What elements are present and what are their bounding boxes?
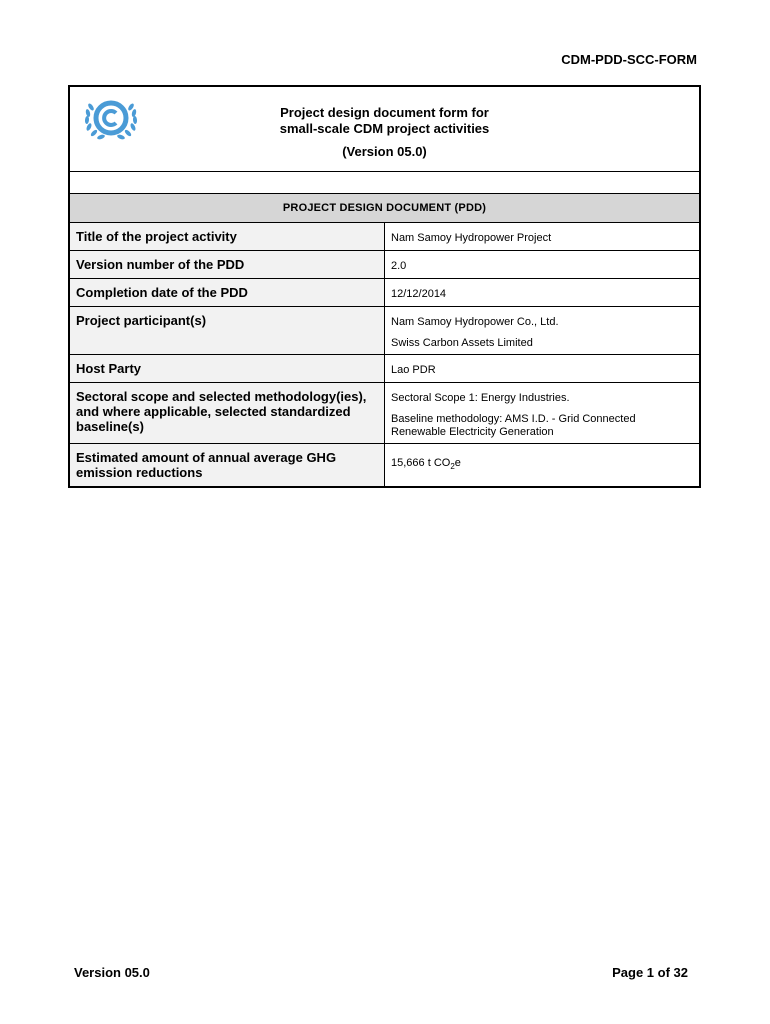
pdd-cover-table [68,85,701,488]
row-project-participants [70,307,699,355]
row-label: Title of the project activity [70,223,385,250]
row-sectoral-scope [70,383,699,444]
footer-version: Version 05.0 [74,965,150,980]
row-emission-reductions [70,444,699,486]
spacer-row [70,172,699,194]
row-label: Project participant(s) [70,307,385,354]
row-version-number [70,251,699,279]
row-value: Baseline methodology: AMS I.D. - Grid Connected Renewable Electricity Generation [391,413,636,438]
row-label: Version number of the PDD [70,251,385,278]
form-title [70,105,699,160]
row-value: Lao PDR [391,364,436,376]
row-value: Sectoral Scope 1: Energy Industries. [391,392,570,404]
row-value: Swiss Carbon Assets Limited [391,337,533,349]
form-title-line-2: small-scale CDM project activities [279,121,490,136]
row-value: 2.0 [391,260,407,272]
row-value: 12/12/2014 [391,288,447,300]
row-label: Host Party [70,355,385,382]
row-value: Nam Samoy Hydropower Project [391,232,552,244]
row-label: Completion date of the PDD [70,279,385,306]
row-project-title [70,223,699,251]
row-value: Nam Samoy Hydropower Co., Ltd. [391,316,559,328]
row-label: Estimated amount of annual average GHG emission reductions [70,444,385,486]
row-completion-date [70,279,699,307]
row-value: 15,666 t $CO_2e$ [391,456,461,472]
section-header: PROJECT DESIGN DOCUMENT (PDD) [70,194,699,223]
row-label: Sectoral scope and selected methodology(ies), and where applicable, selected standardized baseline(s) [70,383,385,443]
row-host-party [70,355,699,383]
form-header-box [70,87,699,172]
form-title-line-1: Project design document form for [280,105,489,120]
footer-page-number: Page 1 of 32 [612,965,688,980]
form-version: (Version 05.0) [342,144,427,159]
form-code: CDM-PDD-SCC-FORM [561,52,697,67]
